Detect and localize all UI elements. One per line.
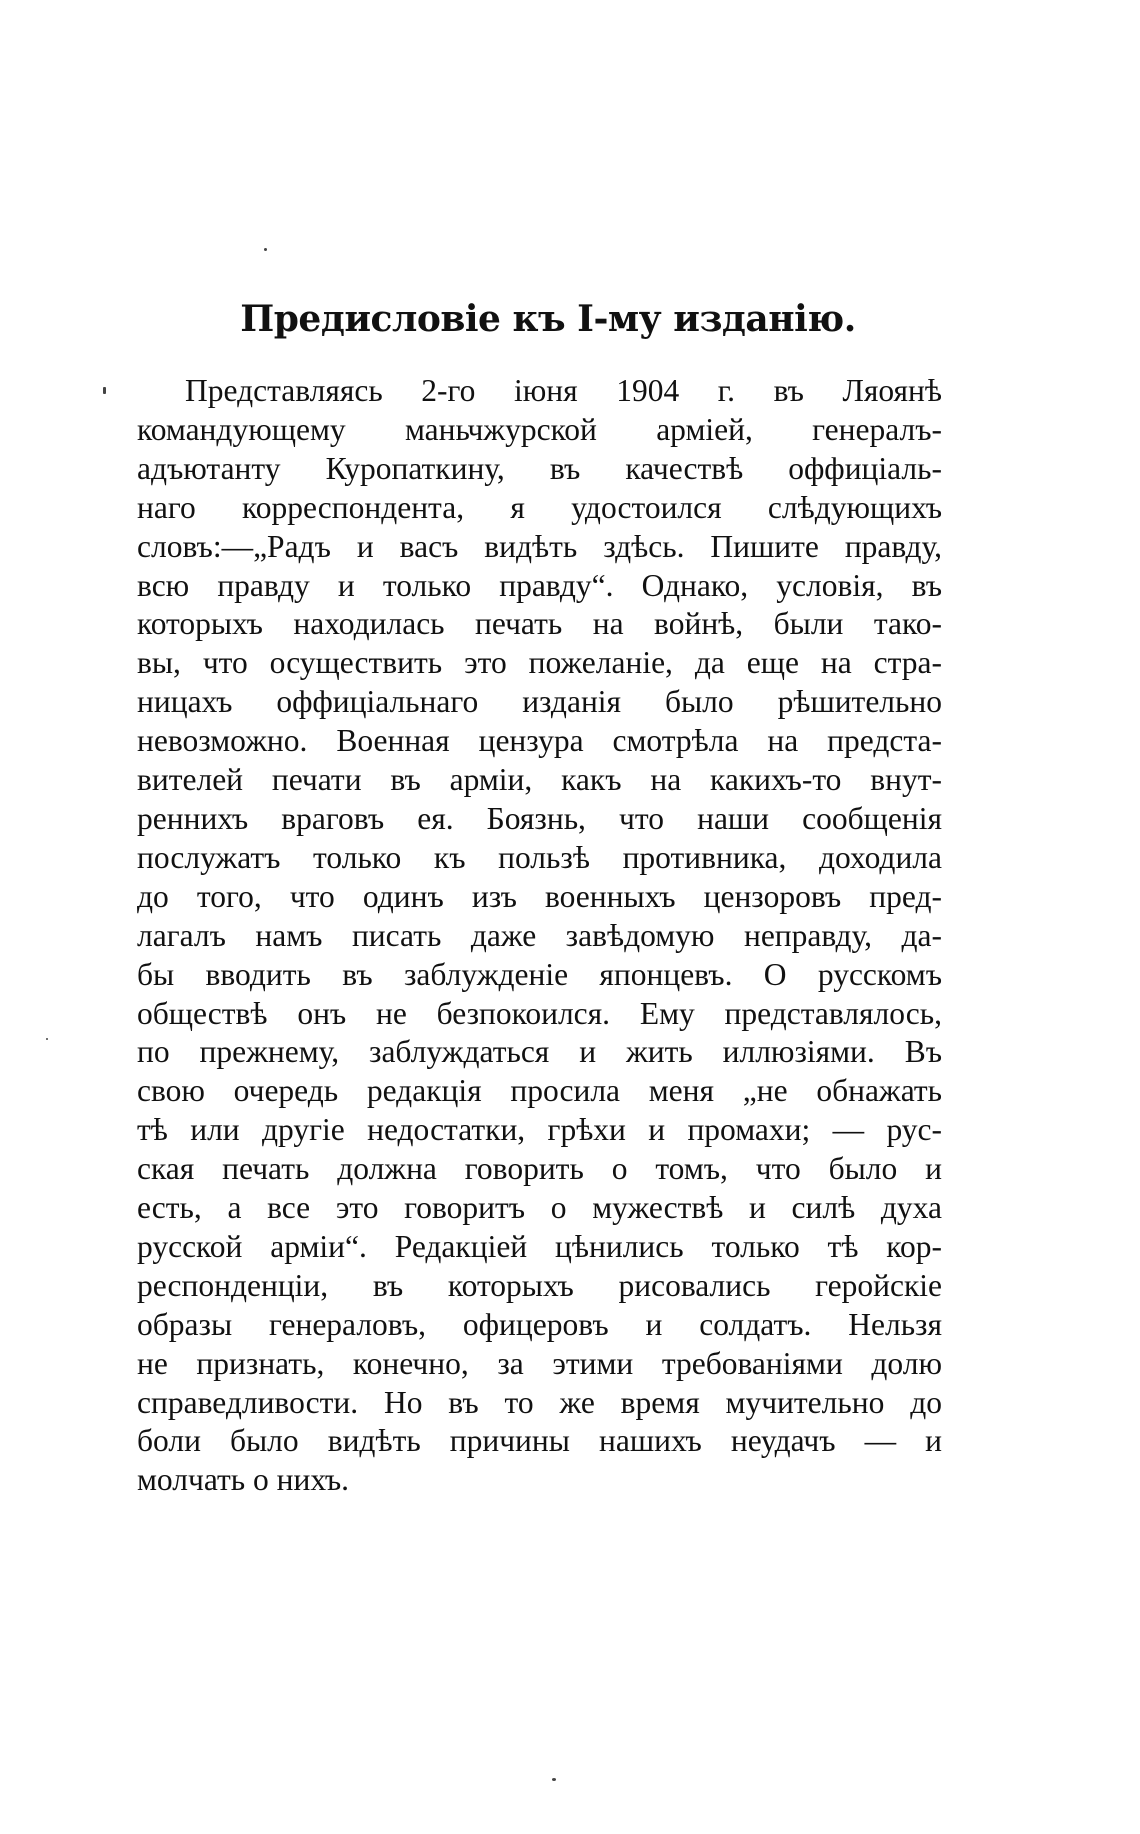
text-line: ская печать должна говорить о томъ, что было и: [137, 1151, 942, 1187]
text-line: невозможно. Военная цензура смотрѣла на предста-: [137, 723, 942, 759]
text-line: которыхъ находилась печать на войнѣ, были тако-: [137, 606, 942, 642]
text-line: русской арміи“. Редакціей цѣнились только тѣ кор-: [137, 1228, 942, 1264]
scan-speck: [103, 387, 106, 394]
text-line: послужатъ только къ пользѣ противника, доходила: [137, 839, 942, 875]
scan-speck: [552, 1778, 556, 1781]
text-line: наго корреспондента, я удостоился слѣдующихъ: [137, 489, 942, 525]
text-line: образы генераловъ, офицеровъ и солдатъ. Нельзя: [137, 1306, 942, 1342]
text-line: тѣ или другіе недостатки, грѣхи и промахи; — рус-: [137, 1112, 942, 1148]
text-line: вы, что осуществить это пожеланіе, да еще на стра-: [137, 645, 942, 681]
text-line: Представляясь 2-го іюня 1904 г. въ Ляоянѣ: [185, 373, 942, 408]
text-line: лагалъ намъ писать даже завѣдомую неправду, да-: [137, 917, 942, 953]
text-line: по прежнему, заблуждаться и жить иллюзіями. Въ: [137, 1034, 942, 1070]
text-line: есть, а все это говоритъ о мужествѣ и силѣ духа: [137, 1190, 942, 1226]
text-line: до того, что одинъ изъ военныхъ цензоровъ пред-: [137, 878, 942, 914]
preface-title: Предисловіе къ I-му изданію.: [240, 298, 856, 340]
text-line: респонденціи, въ которыхъ рисовались геройскіе: [137, 1267, 942, 1303]
text-line: словъ:—„Радъ и васъ видѣть здѣсь. Пишите правду,: [137, 528, 942, 564]
text-line: всю правду и только правду“. Однако, условія, въ: [137, 567, 942, 603]
text-line: бы вводить въ заблужденіе японцевъ. О русскомъ: [137, 956, 942, 992]
text-line: командующему маньчжурской арміей, генералъ-: [137, 411, 942, 447]
text-line: молчать о нихъ.: [137, 1462, 350, 1498]
text-line: свою очередь редакція просила меня „не обнажать: [137, 1073, 942, 1109]
text-line: обществѣ онъ не безпокоился. Ему представлялось,: [137, 995, 942, 1031]
text-line: ницахъ оффиціальнаго изданія было рѣшительно: [137, 684, 942, 720]
text-line: адъютанту Куропаткину, въ качествѣ оффиціаль-: [137, 450, 942, 486]
preface-body: [137, 372, 942, 1500]
text-line: справедливости. Но въ то же время мучительно до: [137, 1384, 942, 1420]
scan-speck: [264, 248, 267, 251]
text-line: реннихъ враговъ ея. Боязнь, что наши сообщенія: [137, 800, 942, 836]
scan-speck: [46, 1038, 48, 1040]
text-line: не признать, конечно, за этими требованіями долю: [137, 1345, 942, 1381]
text-line: вителей печати въ арміи, какъ на какихъ-то внут-: [137, 762, 942, 798]
text-line: боли было видѣть причины нашихъ неудачъ — и: [137, 1423, 942, 1459]
